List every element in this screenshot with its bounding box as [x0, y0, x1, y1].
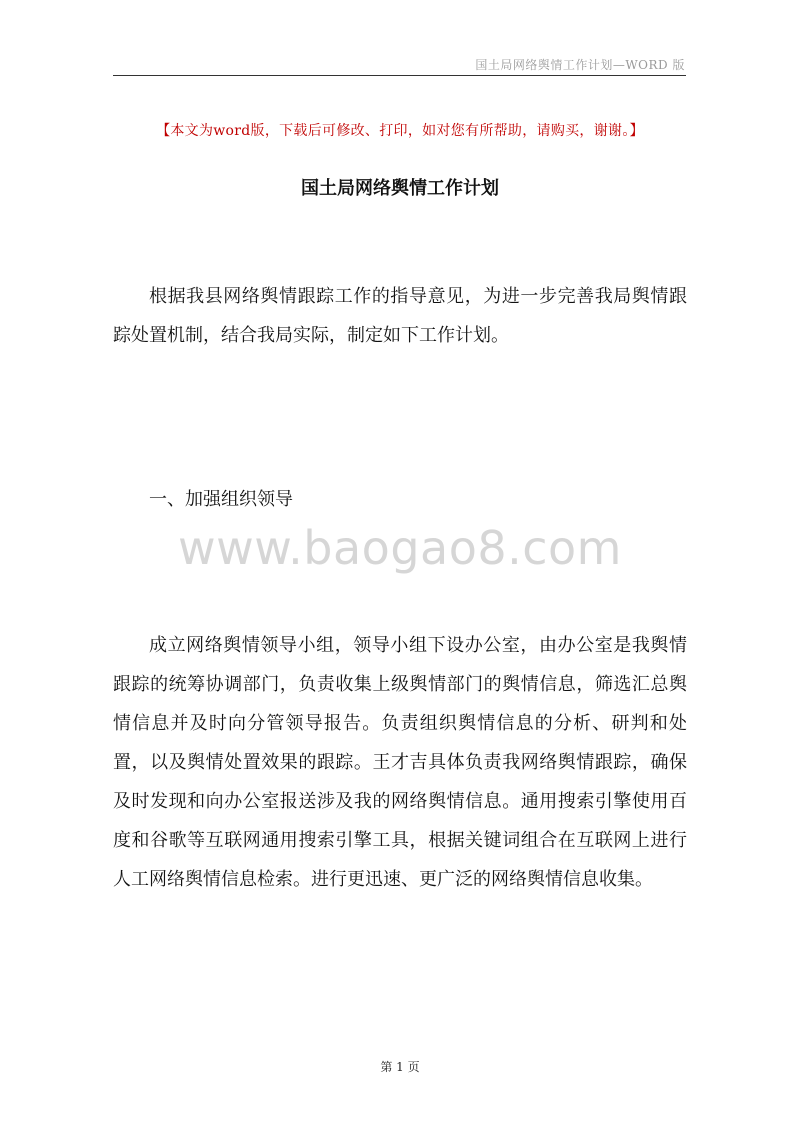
intro-paragraph: 根据我县网络舆情跟踪工作的指导意见，为进一步完善我局舆情跟踪处置机制，结合我局实际，制定如下工作计划。 [113, 286, 687, 346]
document-title: 国土局网络舆情工作计划 [301, 178, 499, 199]
header-divider [113, 75, 686, 76]
section-1-paragraph: 成立网络舆情领导小组，领导小组下设办公室，由办公室是我舆情跟踪的统筹协调部门，负责收集上级舆情部门的舆情信息，筛选汇总舆情信息并及时向分管领导报告。负责组织舆情信息的分析、研判和处置，以及舆情处置效果的跟踪。王才吉具体负责我网络舆情跟踪，确保及时发现和向办公室报送涉及我的网络舆情信息。通用搜索引擎使用百度和谷歌等互联网通用搜索引擎工具，根据关键词组合在互联网上进行人工网络舆情信息检索。进行更迅速、更广泛的网络舆情信息收集。 [113, 635, 687, 890]
page-number: 第 1 页 [380, 1060, 420, 1074]
section-heading-1: 一、加强组织领导 [149, 489, 293, 510]
running-header: 国土局网络舆情工作计划—WORD 版 [475, 58, 685, 72]
watermark: www.baogao8.com [178, 521, 622, 575]
purchase-notice: 【本文为word版，下载后可修改、打印，如对您有所帮助，请购买，谢谢。】 [156, 123, 644, 139]
